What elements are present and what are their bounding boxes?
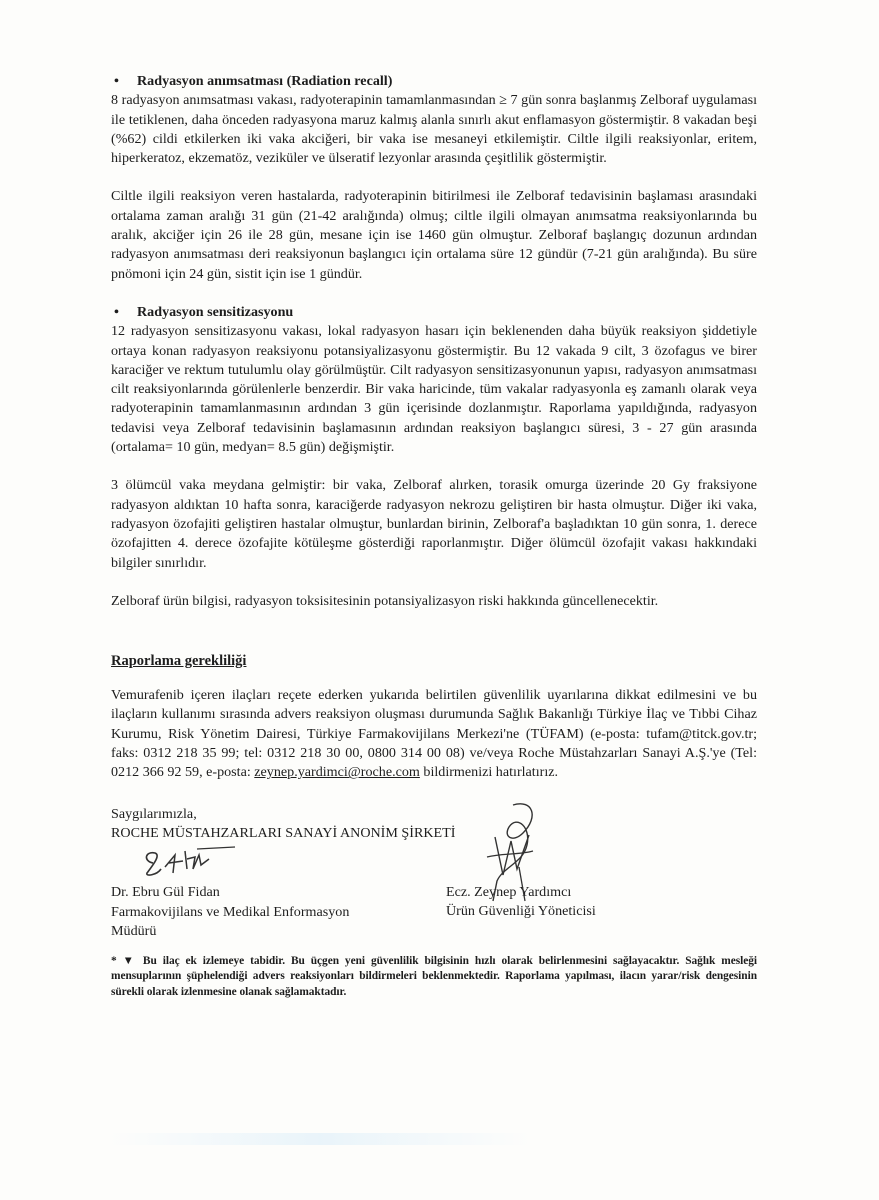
signature-right-image (473, 797, 553, 907)
reporting-paragraph (111, 686, 757, 782)
signer2-name: Ecz. Zeynep Yardımcı (446, 883, 572, 900)
signature-left-image (139, 843, 249, 883)
email-link[interactable]: zeynep.yardimci@roche.com (254, 764, 420, 781)
section-heading-radiation-sensitization (111, 303, 757, 322)
paragraph: 12 radyasyon sensitizasyonu vakası, lokal radyasyon hasarı için beklenenden daha büyük reaksiyon şiddetiyle ortaya konan radyasyon reaksiyonu potansiyalizasyonu göstermiştir. Bu 12 vakada 9 cilt, 3 özofagus ve birer karaciğer ve rektum tutulumlu olay görülmüştür. Cilt radyasyon sensitizasyonunun yapısı, radyasyon anımsatması cilt reaksiyonlarında görülenlerle benzerdir. Bir vaka haricinde, tüm vakalar radyasyonla eş zamanlı olarak veya radyoterapinin tamamlanmasının ardından 3 gün içerisinde dozlanmıştır. Raporlama yapıldığında, radyasyon tedavisi veya Zelboraf tedavisinin başlamasının ardından reaksiyon başlangıcı süresi, 3 - 27 gün arasında (ortalama= 10 gün, medyan= 8.5 gün) değişmiştir. (111, 323, 757, 456)
section-heading-radiation-recall (111, 72, 757, 91)
scan-artifact (110, 1133, 530, 1145)
paragraph: Ciltle ilgili reaksiyon veren hastalarda, radyoterapinin bitirilmesi ile Zelboraf tedavisinin başlaması arasındaki ortalama zaman aralığı 31 gün (21-42 aralığında) olmuş; ciltle ilgili olmayan anımsatma reaksiyonlarında bu aralık, akciğer için 26 ile 28 gün, mesane için ise 1460 gün olmuştur. Zelboraf başlangıç dozunun ardından radyasyon anımsatması deri reaksiyonun başlangıcı için ortalama süre 12 gündür (7-21 gün aralığında). Bu süre pnömoni için 24 gün, sistit için ise 1 gündür. (111, 188, 757, 282)
bullet-icon: • (114, 73, 119, 89)
heading-text: Radyasyon sensitizasyonu (137, 303, 294, 320)
reporting-tail: bildirmenizi hatırlatırız. (419, 764, 559, 781)
signer2-title: Ürün Güvenliği Yöneticisi (446, 902, 596, 919)
paragraph: 3 ölümcül vaka meydana gelmiştir: bir vaka, Zelboraf alırken, torasik omurga üzerinde 20 Gy fraksiyone radyasyon aldıktan 10 hafta sonra, karaciğerde radyasyon nekrozu geliştiren bir hasta olmuştur. Diğer iki vaka, radyasyon özofajiti geliştiren hastalar olmuştur, bunlardan birinin, Zelboraf'a başladıktan 10 gün sonra, 1. derece özofajitten 4. derece özofajite kötüleşme gösterdiği raporlanmıştır. Diğer ölümcül özofajit vakası hakkındaki bilgiler sınırlıdır. (111, 477, 757, 571)
bullet-icon: • (114, 303, 119, 320)
document-page (111, 72, 757, 1000)
footnote: * ▼ Bu ilaç ek izlemeye tabidir. Bu üçgen yeni güvenlilik bilgisinin hızlı olarak belirlenmesini sağlayacaktır. Sağlık mesleği mensuplarının şüphelendiği advers reaksiyonları bildirmeleri beklenmektedir. Raporlama yapılması, ilacın yarar/risk dengesinin sürekli olarak izlenmesine olanak sağlamaktadır. (111, 954, 757, 998)
company-name: ROCHE MÜSTAHZARLARI SANAYİ ANONİM ŞİRKETİ (111, 824, 456, 841)
reporting-title: Raporlama gerekliliği (111, 653, 247, 670)
paragraph: 8 radyasyon anımsatması vakası, radyoterapinin tamamlanmasından ≥ 7 gün sonra başlanmış Zelboraf uygulaması ile tetiklenen, daha önceden radyasyona maruz kalmış alanla sınırlı akut enflamasyon göstermiştir. 8 vakadan beşi (%62) cildi etkilerken iki vaka akciğeri, bir vaka ise mesaneyi etkilemiştir. Ciltle ilgili reaksiyonlar, eritem, hiperkeratoz, ekzematöz, veziküler ve ülseratif lezyonlar arasında çeşitlilik göstermiştir. (111, 92, 757, 167)
reporting-body: Vemurafenib içeren ilaçları reçete ederken yukarıda belirtilen güvenlilik uyarılarına dikkat edilmesini ve bu ilaçların kullanımı sırasında advers reaksiyon oluşması durumunda Sağlık Bakanlığı Türkiye İlaç ve Tıbbi Cihaz Kurumu, Risk Yönetim Dairesi, Türkiye Farmakovijilans Merkezi'ne (TÜFAM) (e-posta: tufam@titck.gov.tr; faks: 0312 218 35 99; tel: 0312 218 30 00, 0800 314 00 08) ve/veya Roche Müstahzarları Sanayi A.Ş.'ye (Tel: 0212 366 92 59, e-posta: (111, 687, 757, 781)
paragraph: Zelboraf ürün bilgisi, radyasyon toksisitesinin potansiyalizasyon riski hakkında güncellenecektir. (111, 592, 659, 609)
signature-block (111, 805, 757, 940)
signer1-title-line2: Müdürü (111, 922, 157, 939)
heading-text: Radyasyon anımsatması (Radiation recall) (137, 73, 393, 89)
signer1-title-line1: Farmakovijilans ve Medikal Enformasyon (111, 903, 350, 920)
signer1-name: Dr. Ebru Gül Fidan (111, 884, 220, 901)
greeting: Saygılarımızla, (111, 805, 197, 822)
